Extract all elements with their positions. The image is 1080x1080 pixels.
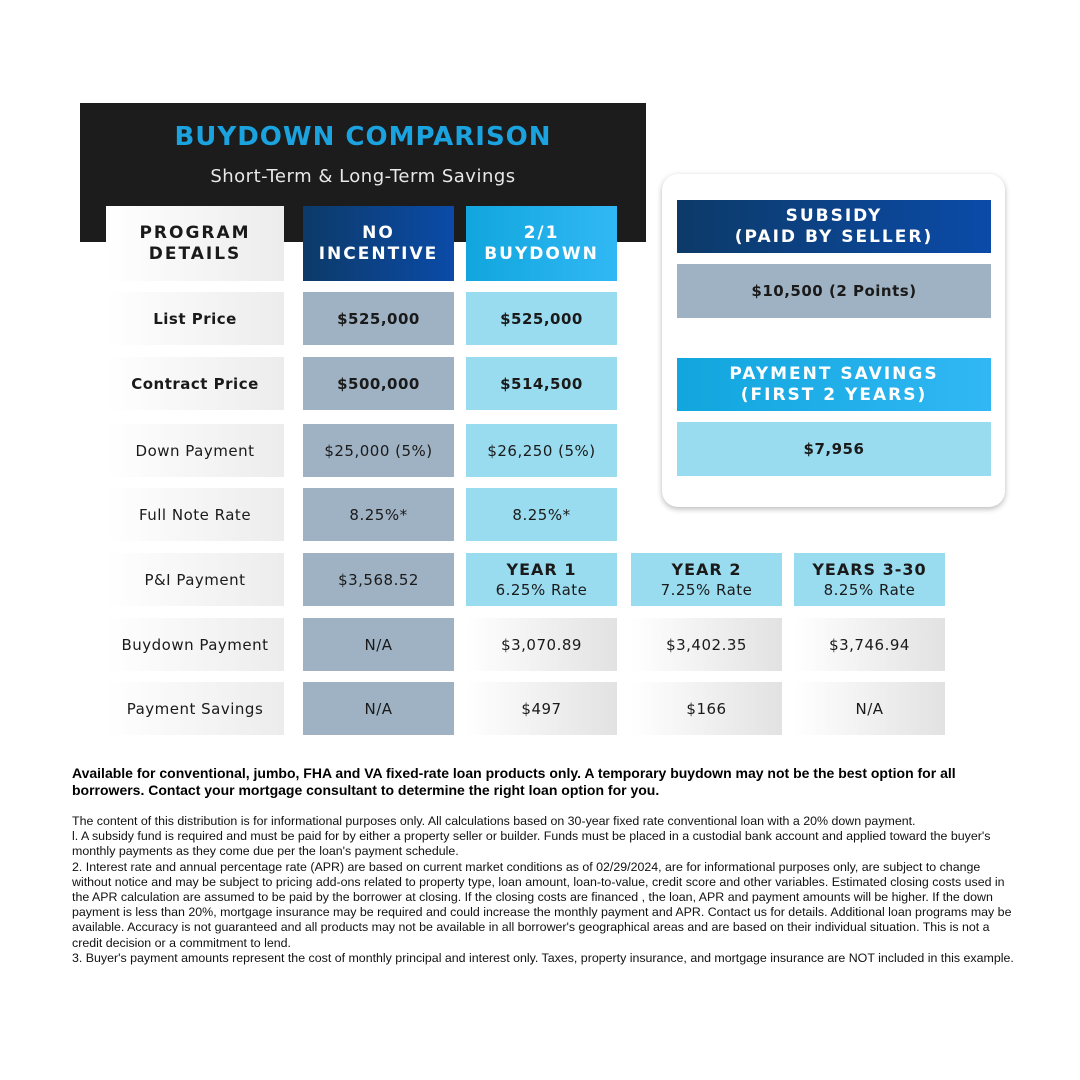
row-label-list-price: List Price	[106, 292, 284, 345]
col-header-no-incentive	[303, 206, 454, 281]
year-rate: 6.25% Rate	[495, 580, 588, 599]
cell-note-rate-buydown: 8.25%*	[466, 488, 617, 541]
subsidy-header	[677, 200, 991, 253]
cell-list-price-no-incentive: $525,000	[303, 292, 454, 345]
cell-contract-price-no-incentive: $500,000	[303, 357, 454, 410]
year-header-2	[631, 553, 782, 606]
savings-title-line: (FIRST 2 YEARS)	[740, 384, 928, 405]
year-header-3-30	[794, 553, 945, 606]
col-header-line: 2/1	[523, 222, 560, 243]
fine-print-line: The content of this distribution is for informational purposes only. All calculations based on 30-year fixed rate conventional loan with a 20% down payment.	[72, 814, 916, 828]
fine-print-line: 3. Buyer's payment amounts represent the cost of monthly principal and interest only. Taxes, property insurance, and mortgage insurance are NOT included in this example.	[72, 950, 1014, 965]
cell-note-rate-no-incentive: 8.25%*	[303, 488, 454, 541]
cell-pi-payment-no-incentive: $3,568.52	[303, 553, 454, 606]
cell-contract-price-buydown: $514,500	[466, 357, 617, 410]
page-subtitle: Short-Term & Long-Term Savings	[210, 166, 516, 187]
row-label-pi-payment: P&I Payment	[106, 553, 284, 606]
row-label-buydown-payment: Buydown Payment	[106, 618, 284, 671]
subsidy-title-line: SUBSIDY	[785, 205, 883, 226]
subsidy-value: $10,500 (2 Points)	[677, 264, 991, 318]
cell-buydown-payment-year2: $3,402.35	[631, 618, 782, 671]
cell-payment-savings-year2: $166	[631, 682, 782, 735]
savings-value: $7,956	[677, 422, 991, 476]
col-header-program-details	[106, 206, 284, 281]
col-header-line: NO	[362, 222, 395, 243]
cell-down-payment-buydown: $26,250 (5%)	[466, 424, 617, 477]
col-header-line: DETAILS	[148, 243, 242, 264]
col-header-line: BUYDOWN	[484, 243, 599, 264]
year-title: YEARS 3-30	[812, 559, 927, 579]
year-header-1	[466, 553, 617, 606]
row-label-note-rate: Full Note Rate	[106, 488, 284, 541]
cell-buydown-payment-years3-30: $3,746.94	[794, 618, 945, 671]
cell-payment-savings-no-incentive: N/A	[303, 682, 454, 735]
eligibility-note: Available for conventional, jumbo, FHA and VA fixed-rate loan products only. A temporary buydown may not be the best option for all borrowers. Contact your mortgage consultant to determine the right loan option for you.	[72, 765, 956, 798]
col-header-line: PROGRAM	[139, 222, 251, 243]
year-title: YEAR 1	[506, 559, 577, 579]
cell-payment-savings-year1: $497	[466, 682, 617, 735]
col-header-line: INCENTIVE	[318, 243, 439, 264]
cell-payment-savings-years3-30: N/A	[794, 682, 945, 735]
cell-down-payment-no-incentive: $25,000 (5%)	[303, 424, 454, 477]
year-rate: 7.25% Rate	[660, 580, 753, 599]
year-title: YEAR 2	[671, 559, 742, 579]
savings-header	[677, 358, 991, 411]
year-rate: 8.25% Rate	[823, 580, 916, 599]
page-title: BUYDOWN COMPARISON	[174, 122, 552, 152]
row-label-contract-price: Contract Price	[106, 357, 284, 410]
fine-print	[72, 814, 1017, 966]
savings-title-line: PAYMENT SAVINGS	[729, 363, 939, 384]
subsidy-title-line: (PAID BY SELLER)	[734, 226, 934, 247]
col-header-buydown	[466, 206, 617, 281]
fine-print-line: 2. Interest rate and annual percentage rate (APR) are based on current market conditions as of 02/29/2024, are for informational purposes only, are subject to change without notice and may be subject to pricing add-ons related to property type, loan amount, loan-to-value, credit score and other variables. Estimated closing costs used in the APR calculation are assumed to be paid by the borrower at closing. If the closing costs are financed , the loan, APR and payment amounts will be higher. If the down payment is less than 20%, mortgage insurance may be required and could increase the monthly payment and APR. Contact us for details. Additional loan programs may be available. Accuracy is not guaranteed and all products may not be available in all borrower's geographical areas and are based on their individual situation. This is not a credit decision or a commitment to lend.	[72, 859, 1012, 950]
cell-list-price-buydown: $525,000	[466, 292, 617, 345]
cell-buydown-payment-year1: $3,070.89	[466, 618, 617, 671]
row-label-payment-savings: Payment Savings	[106, 682, 284, 735]
cell-buydown-payment-no-incentive: N/A	[303, 618, 454, 671]
row-label-down-payment: Down Payment	[106, 424, 284, 477]
fine-print-line: l. A subsidy fund is required and must be paid for by either a property seller or builder. Funds must be placed in a custodial bank account and applied toward the buyer's monthly payments as they come due per the loan's payment schedule.	[72, 829, 991, 859]
